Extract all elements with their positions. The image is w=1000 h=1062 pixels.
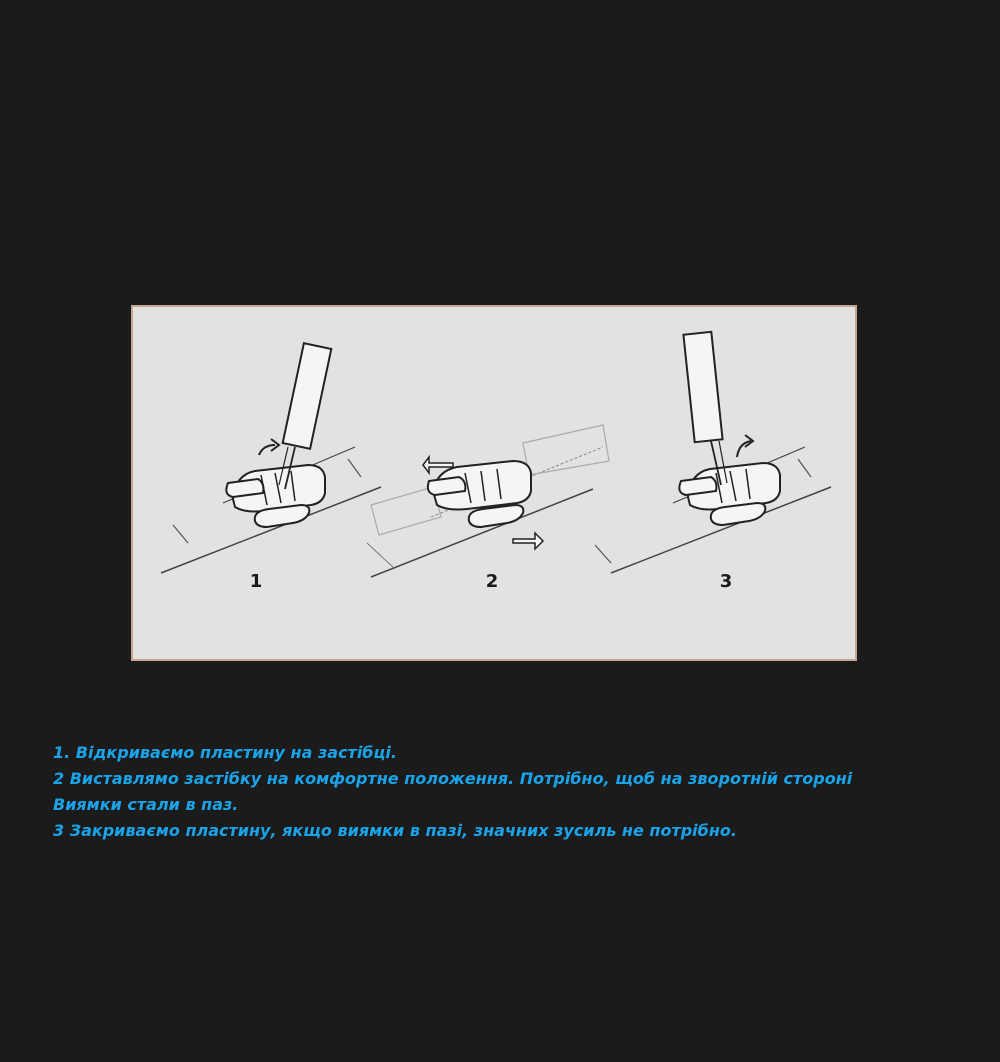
step-3-illustration <box>595 332 831 592</box>
clasp-adjustment-diagram <box>133 307 855 659</box>
instruction-line-2: 2 Виставлямо застібку на комфортне положення. Потрібно, щоб на зворотній стороні <box>53 769 853 788</box>
instruction-line-1: 1. Відкриваємо пластину на застібці. <box>53 743 397 762</box>
instruction-diagram-panel <box>131 305 857 661</box>
step-number-1: 1 <box>249 571 263 592</box>
step-number-3: 3 <box>719 571 733 592</box>
instructions-text <box>53 740 973 844</box>
step-1-illustration <box>161 343 381 592</box>
instruction-line-4: 3 Закриваємо пластину, якщо виямки в пазі, значних зусиль не потрібно. <box>53 821 737 840</box>
step-number-2: 2 <box>485 571 499 592</box>
instruction-line-3: Виямки стали в паз. <box>53 795 239 814</box>
step-2-illustration <box>367 425 609 592</box>
